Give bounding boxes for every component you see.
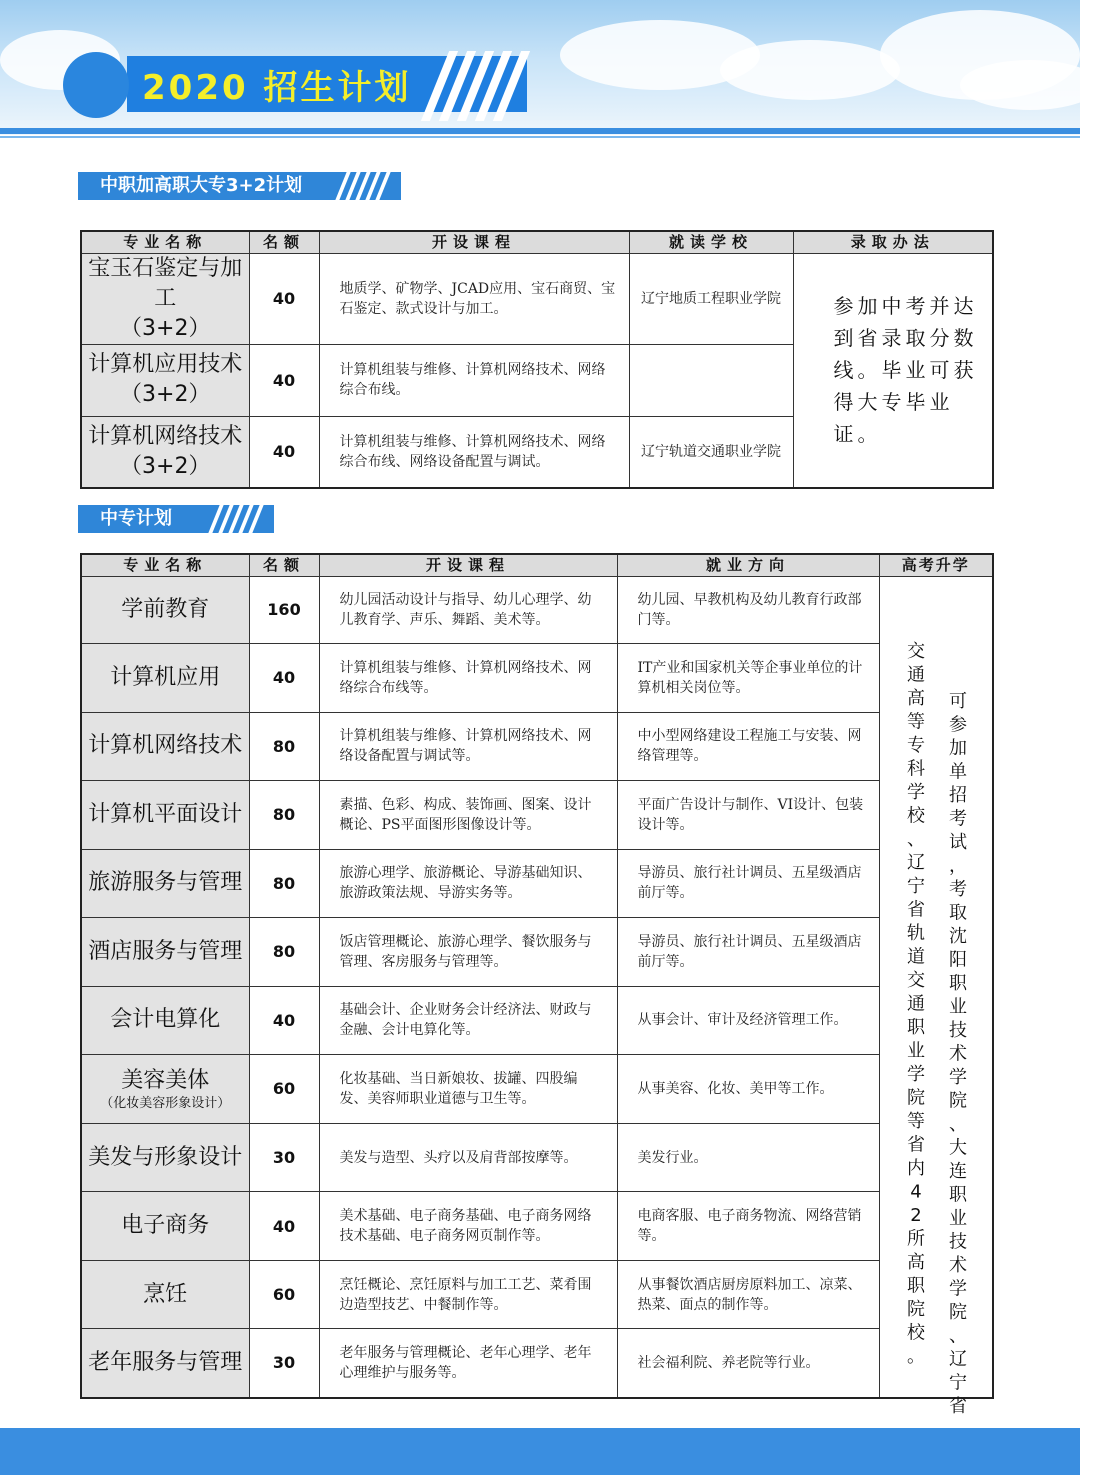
table-row — [81, 644, 993, 713]
courses: 幼儿园活动设计与指导、幼儿心理学、幼儿教育学、声乐、舞蹈、美术等。 — [319, 576, 617, 644]
quota: 80 — [249, 849, 319, 918]
table-row — [81, 576, 993, 644]
major-name: 计算机平面设计 — [81, 781, 249, 850]
section-tag-label: 中职加高职大专3+2计划 — [100, 175, 303, 196]
major-name: 烹饪 — [81, 1260, 249, 1329]
major-name: 老年服务与管理 — [81, 1329, 249, 1398]
major-name: 酒店服务与管理 — [81, 918, 249, 987]
table-row — [81, 253, 993, 344]
header-cell: 名额 — [249, 554, 319, 576]
courses: 计算机组装与维修、计算机网络技术、网络综合布线、网络设备配置与调试。 — [319, 416, 629, 488]
table-secondary — [80, 553, 994, 1417]
major-name: 宝玉石鉴定与加工 （3+2） — [81, 253, 249, 344]
school-spacer — [629, 344, 793, 416]
header-cell: 开设课程 — [319, 231, 629, 253]
career: 幼儿园、早教机构及幼儿教育行政部门等。 — [617, 576, 879, 644]
courses: 计算机组装与维修、计算机网络技术、网络设备配置与调试等。 — [319, 712, 617, 781]
cloud — [960, 60, 1100, 110]
title-circle — [63, 52, 129, 118]
gaokao-text: 可参加单招考试，考取沈阳职业技术学院、大连职业技术学院、辽宁省交通高等专科学校、辽宁省轨道交通职业学院等省内 4 2 所高职院校。 — [906, 640, 967, 1417]
major-name: 学前教育 — [81, 576, 249, 644]
career: 美发行业。 — [617, 1123, 879, 1192]
career: 从事餐饮酒店厨房原料加工、凉菜、热菜、面点的制作等。 — [617, 1260, 879, 1329]
tag-stripes — [208, 505, 268, 533]
career: 导游员、旅行社计调员、五星级酒店前厅等。 — [617, 849, 879, 918]
table-row — [81, 1260, 993, 1329]
career: IT产业和国家机关等企事业单位的计算机相关岗位等。 — [617, 644, 879, 713]
courses: 老年服务与管理概论、老年心理学、老年心理维护与服务等。 — [319, 1329, 617, 1398]
quota: 40 — [249, 644, 319, 713]
major-name: 电子商务 — [81, 1192, 249, 1261]
header-cell: 开设课程 — [319, 554, 617, 576]
career: 导游员、旅行社计调员、五星级酒店前厅等。 — [617, 918, 879, 987]
quota: 40 — [249, 344, 319, 416]
quota: 40 — [249, 253, 319, 344]
quota: 60 — [249, 1055, 319, 1124]
header-cell: 名额 — [249, 231, 319, 253]
section-tag-secondary — [78, 505, 274, 533]
tag-stripes — [335, 172, 395, 200]
admission-method: 参加中考并达到省录取分数线。毕业可获得大专毕业证。 — [793, 253, 993, 488]
table-row — [81, 849, 993, 918]
gaokao-cell — [879, 576, 993, 1417]
quota: 40 — [249, 986, 319, 1055]
major-name: 旅游服务与管理 — [81, 849, 249, 918]
table-row — [81, 918, 993, 987]
quota: 80 — [249, 918, 319, 987]
page-title: 2020 招生计划 — [142, 68, 412, 108]
header-cell: 专业名称 — [81, 554, 249, 576]
quota: 80 — [249, 781, 319, 850]
table-row — [81, 986, 993, 1055]
quota: 40 — [249, 1192, 319, 1261]
cloud — [720, 40, 900, 100]
courses: 地质学、矿物学、JCAD应用、宝石商贸、宝石鉴定、款式设计与加工。 — [319, 253, 629, 344]
career: 中小型网络建设工程施工与安装、网络管理等。 — [617, 712, 879, 781]
header-cell: 就业方向 — [617, 554, 879, 576]
table-row — [81, 1055, 993, 1124]
school: 辽宁地质工程职业学院 — [629, 253, 793, 344]
major-name: 计算机应用技术 （3+2） — [81, 344, 249, 416]
header-cell: 高考升学 — [879, 554, 993, 576]
header-cell: 录取办法 — [793, 231, 993, 253]
section-tag-3plus2 — [78, 172, 401, 200]
courses: 烹饪概论、烹饪原料与加工工艺、菜肴围边造型技艺、中餐制作等。 — [319, 1260, 617, 1329]
courses: 计算机组装与维修、计算机网络技术、网络综合布线等。 — [319, 644, 617, 713]
courses: 饭店管理概论、旅游心理学、餐饮服务与管理、客房服务与管理等。 — [319, 918, 617, 987]
courses: 基础会计、企业财务会计经济法、财政与金融、会计电算化等。 — [319, 986, 617, 1055]
courses: 美术基础、电子商务基础、电子商务网络技术基础、电子商务网页制作等。 — [319, 1192, 617, 1261]
school: 辽宁轨道交通职业学院 — [629, 416, 793, 488]
footer-bar — [0, 1428, 1080, 1475]
courses: 旅游心理学、旅游概论、导游基础知识、旅游政策法规、导游实务等。 — [319, 849, 617, 918]
career: 从事会计、审计及经济管理工作。 — [617, 986, 879, 1055]
title-stripes — [425, 56, 525, 112]
table-row — [81, 712, 993, 781]
quota: 80 — [249, 712, 319, 781]
career: 平面广告设计与制作、VI设计、包装设计等。 — [617, 781, 879, 850]
section-tag-label: 中专计划 — [100, 508, 172, 529]
major-name: 会计电算化 — [81, 986, 249, 1055]
major-name: 计算机应用 — [81, 644, 249, 713]
quota: 30 — [249, 1123, 319, 1192]
table-row — [81, 1123, 993, 1192]
career: 电商客服、电子商务物流、网络营销等。 — [617, 1192, 879, 1261]
major-name: 美发与形象设计 — [81, 1123, 249, 1192]
table-3plus2 — [80, 230, 994, 489]
gaokao-vertical-text — [880, 577, 994, 1417]
header-cell: 就读学校 — [629, 231, 793, 253]
table-row — [81, 1192, 993, 1261]
courses: 美发与造型、头疗以及肩背部按摩等。 — [319, 1123, 617, 1192]
major-name: 美容美体 （化妆美容形象设计） — [81, 1055, 249, 1124]
quota: 160 — [249, 576, 319, 644]
header-cell: 专业名称 — [81, 231, 249, 253]
table-row — [81, 1329, 993, 1398]
major-name: 计算机网络技术 — [81, 712, 249, 781]
courses: 素描、色彩、构成、装饰画、图案、设计概论、PS平面图形图像设计等。 — [319, 781, 617, 850]
courses: 计算机组装与维修、计算机网络技术、网络综合布线。 — [319, 344, 629, 416]
career: 从事美容、化妆、美甲等工作。 — [617, 1055, 879, 1124]
table-row — [81, 781, 993, 850]
quota: 30 — [249, 1329, 319, 1398]
quota: 40 — [249, 416, 319, 488]
divider — [0, 136, 1080, 138]
career: 社会福利院、养老院等行业。 — [617, 1329, 879, 1398]
major-name: 计算机网络技术 （3+2） — [81, 416, 249, 488]
courses: 化妆基础、当日新娘妆、拔罐、四股编发、美容师职业道德与卫生等。 — [319, 1055, 617, 1124]
quota: 60 — [249, 1260, 319, 1329]
divider — [0, 128, 1080, 134]
